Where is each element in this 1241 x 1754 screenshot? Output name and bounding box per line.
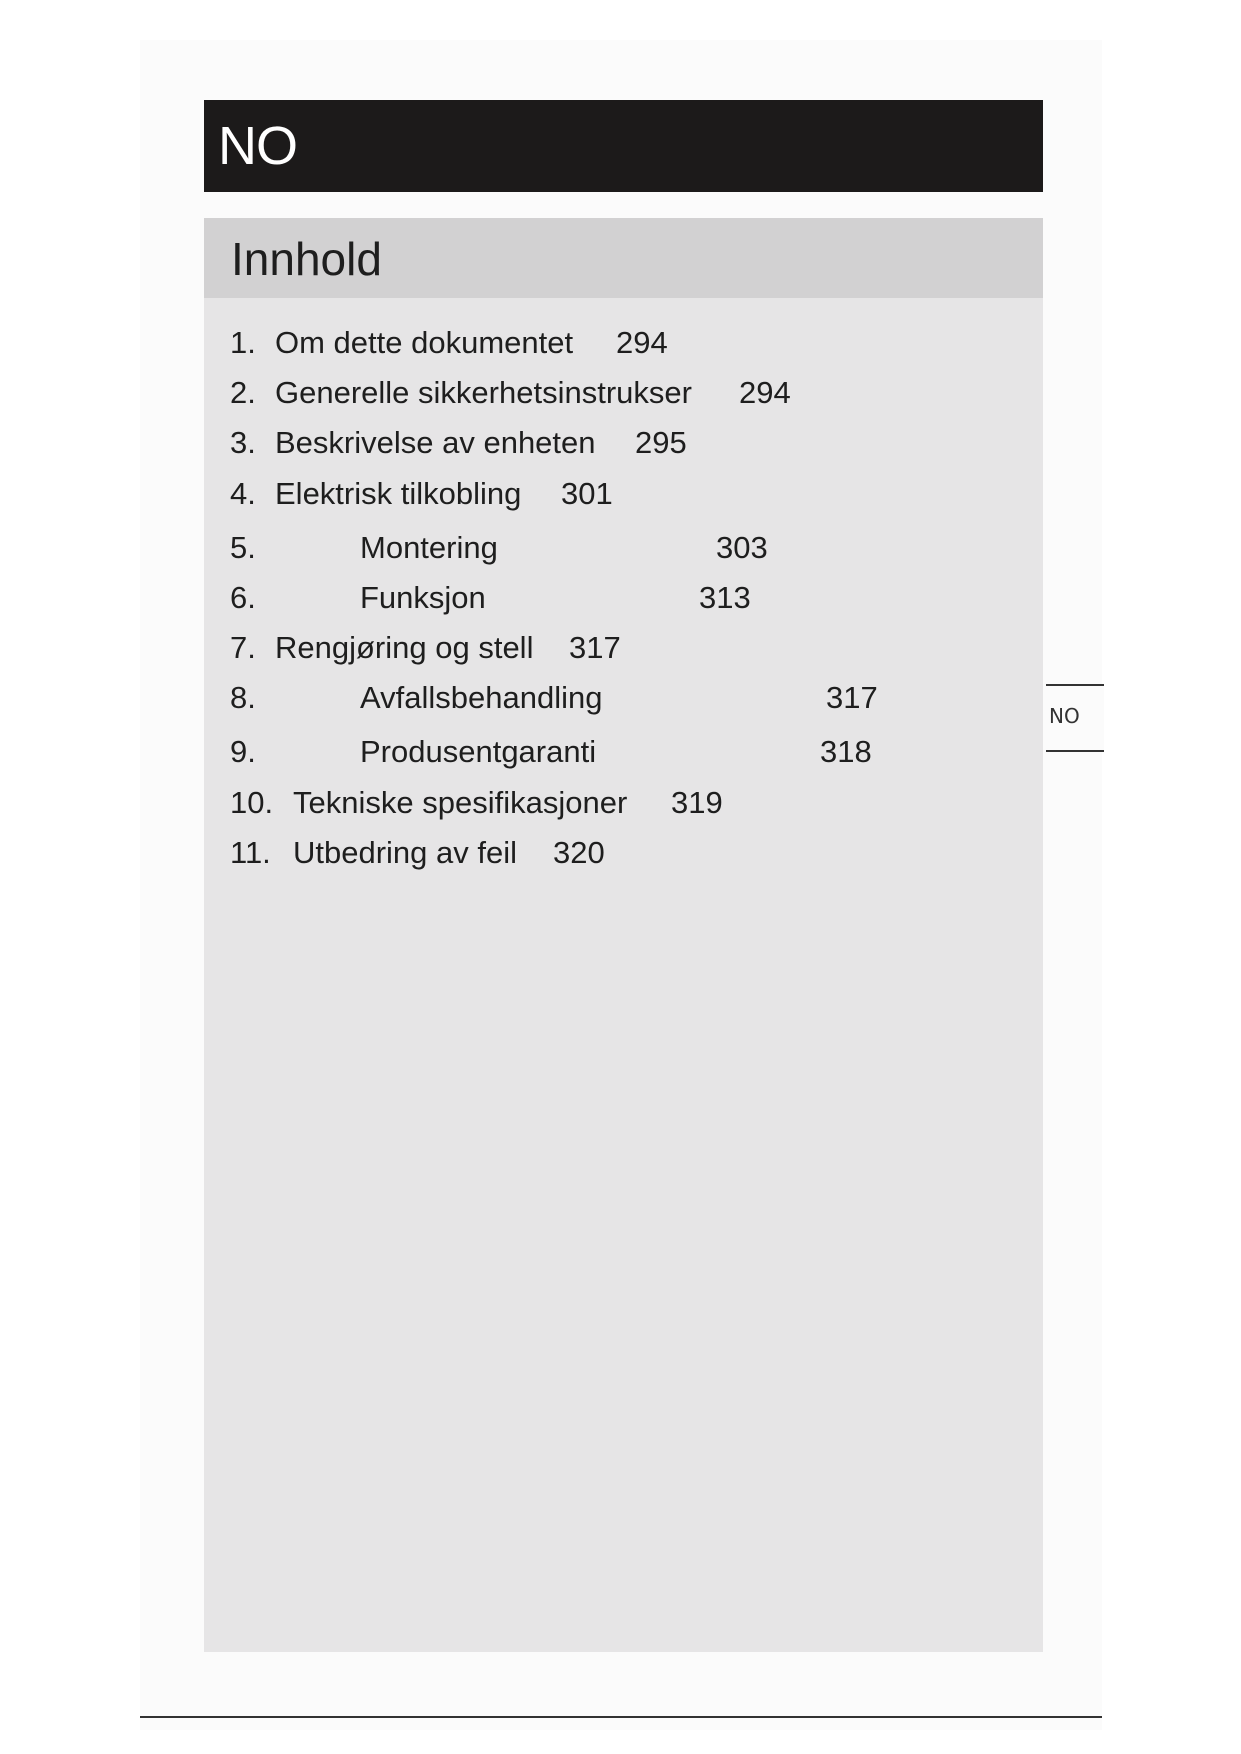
toc-item-number: 9. — [230, 734, 256, 769]
toc-item-page: 303 — [716, 530, 768, 565]
toc-item-number: 6. — [230, 580, 256, 615]
toc-item-number: 5. — [230, 530, 256, 565]
footer-divider — [140, 1716, 1102, 1718]
toc-item-label: Utbedring av feil — [293, 835, 518, 870]
toc-item-label: Generelle sikkerhetsinstrukser — [275, 375, 692, 410]
toc-item[interactable] — [204, 676, 1043, 720]
toc-item-label: Tekniske spesifikasjoner — [293, 785, 628, 820]
toc-item-page: 318 — [820, 734, 872, 769]
toc-item-label: Funksjon — [360, 580, 486, 615]
toc-item-label: Montering — [360, 530, 498, 565]
toc-item-page: 320 — [553, 835, 605, 870]
toc-item-label: Om dette dokumentet — [275, 325, 574, 360]
toc-item[interactable] — [204, 472, 1043, 516]
toc-item-number: 3. — [230, 425, 256, 460]
toc-item[interactable] — [204, 781, 1043, 825]
toc-item-page: 317 — [826, 680, 878, 715]
toc-item-label: Beskrivelse av enheten — [275, 425, 596, 460]
toc-item-page: 301 — [561, 476, 613, 511]
toc-item-page: 319 — [671, 785, 723, 820]
toc-item[interactable] — [204, 831, 1043, 875]
toc-item-number: 10. — [230, 785, 274, 820]
toc-item-page: 313 — [699, 580, 751, 615]
contents-title-bar — [204, 218, 1043, 298]
toc-item-number: 1. — [230, 325, 256, 360]
toc-item-page: 317 — [569, 630, 621, 665]
toc-item[interactable] — [204, 526, 1043, 570]
toc-item[interactable] — [204, 421, 1043, 465]
language-side-tab[interactable] — [1046, 684, 1104, 752]
language-code: NO — [218, 116, 297, 176]
toc-item[interactable] — [204, 626, 1043, 670]
toc-item[interactable] — [204, 730, 1043, 774]
toc-item-page: 294 — [616, 325, 668, 360]
toc-item-label: Elektrisk tilkobling — [275, 476, 522, 511]
toc-item-number: 8. — [230, 680, 256, 715]
toc-item-page: 294 — [739, 375, 791, 410]
language-header-bar — [204, 100, 1043, 192]
toc-item[interactable] — [204, 371, 1043, 415]
toc-item-number: 11. — [230, 835, 271, 870]
side-tab-label: NO — [1049, 704, 1080, 728]
toc-item-label: Avfallsbehandling — [360, 680, 603, 715]
toc-item-number: 7. — [230, 630, 256, 665]
table-of-contents — [204, 218, 1043, 1652]
toc-item-page: 295 — [635, 425, 687, 460]
toc-item-number: 2. — [230, 375, 256, 410]
toc-item-label: Rengjøring og stell — [275, 630, 534, 665]
contents-title: Innhold — [231, 233, 382, 285]
toc-item-number: 4. — [230, 476, 256, 511]
toc-item[interactable] — [204, 576, 1043, 620]
toc-item-label: Produsentgaranti — [360, 734, 597, 769]
toc-item[interactable] — [204, 321, 1043, 365]
